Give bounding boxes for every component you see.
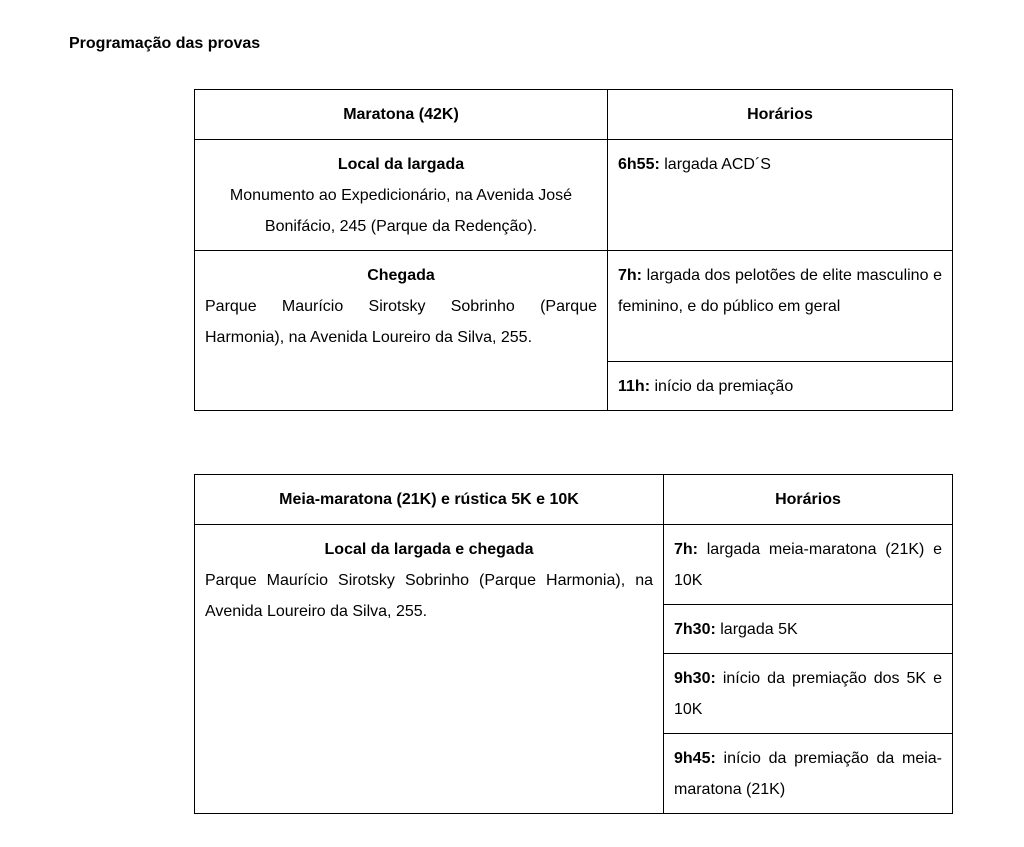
time-value: 6h55: [618, 156, 660, 173]
finish-location-label: Chegada [367, 267, 435, 284]
marathon-schedule-table [194, 89, 953, 411]
time-value: 9h45: [674, 750, 716, 767]
finish-location-cell [195, 251, 608, 411]
time-value: 7h: [674, 541, 698, 558]
start-finish-location-cell [195, 525, 664, 814]
time-description: largada ACD´S [664, 156, 771, 173]
time-cell [608, 362, 953, 411]
finish-location-text: Parque Maurício Sirotsky Sobrinho (Parque Harmonia), na Avenida Loureiro da Silva, 255. [205, 298, 597, 346]
start-location-label: Local da largada [337, 156, 465, 173]
time-description: largada meia-maratona (21K) e 10K [674, 541, 942, 589]
time-description: início da premiação [654, 378, 794, 395]
table-row [195, 251, 953, 362]
start-finish-location-label: Local da largada e chegada [324, 541, 534, 558]
table-header-row [195, 90, 953, 140]
table-row [195, 525, 953, 605]
start-finish-location-text: Parque Maurício Sirotsky Sobrinho (Parque Harmonia), na Avenida Loureiro da Silva, 255. [205, 572, 653, 620]
start-location-text: Monumento ao Expedicionário, na Avenida José Bonifácio, 245 (Parque da Redenção). [229, 187, 573, 235]
time-value: 7h: [618, 267, 642, 284]
time-description: largada dos pelotões de elite masculino e feminino, e do público em geral [618, 267, 942, 315]
time-value: 9h30: [674, 670, 716, 687]
time-description: início da premiação da meia-maratona (21K) [674, 750, 943, 798]
time-cell [664, 734, 953, 814]
time-value: 7h30: [674, 621, 716, 638]
page-title: Programação das provas [69, 35, 261, 52]
time-value: 11h: [618, 378, 651, 395]
schedule-header: Horários [664, 475, 953, 525]
table-header-row [195, 475, 953, 525]
half-marathon-schedule-table [194, 474, 953, 814]
start-location-cell [195, 140, 608, 251]
schedule-header: Horários [608, 90, 953, 140]
time-cell [664, 525, 953, 605]
time-description: largada 5K [720, 621, 798, 638]
half-marathon-header: Meia-maratona (21K) e rústica 5K e 10K [195, 475, 664, 525]
time-cell [664, 654, 953, 734]
time-cell [664, 605, 953, 654]
time-description: início da premiação dos 5K e 10K [674, 670, 942, 718]
time-cell [608, 251, 953, 362]
table-row [195, 140, 953, 251]
marathon-header: Maratona (42K) [195, 90, 608, 140]
time-cell [608, 140, 953, 251]
